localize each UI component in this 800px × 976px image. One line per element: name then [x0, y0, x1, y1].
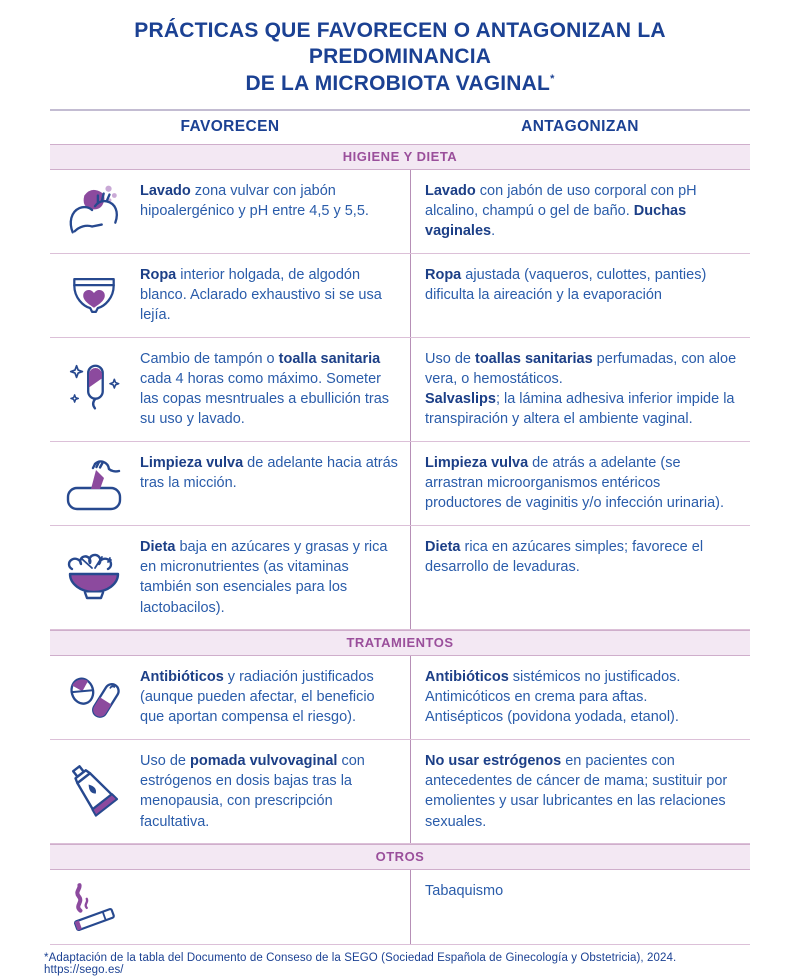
- text-segment: Antisépticos (povidona yodada, etanol).: [425, 709, 679, 726]
- antagonizan-text: [425, 181, 740, 242]
- favorecen-text: [140, 181, 400, 222]
- text-segment: perfumadas, con aloe vera, o hemostáticos.: [425, 350, 737, 387]
- favorecen-cell: [138, 338, 410, 441]
- favorecen-cell: [138, 254, 410, 337]
- antagonizan-text: [425, 265, 740, 306]
- table-row: [50, 870, 750, 945]
- text-segment: .: [491, 223, 496, 240]
- text-segment: zona vulvar con jabón hipoalergénico y pH entre 4,5 y 5,5.: [140, 182, 369, 220]
- infographic-page: [44, 0, 750, 976]
- table-row: [50, 526, 750, 630]
- text-segment: con estrógenos en dosis bajas tras la menopausia, con prescripción facultativa.: [140, 752, 365, 830]
- antagonizan-cell: [410, 338, 750, 441]
- text-segment: sistémicos no justificados.: [508, 668, 681, 685]
- antagonizan-cell: [410, 740, 750, 843]
- column-header-favorecen: FAVORECEN: [180, 117, 280, 135]
- text-segment: Uso de: [140, 752, 190, 769]
- text-bold-segment: Lavado: [425, 182, 476, 199]
- antagonizan-cell: [410, 656, 750, 739]
- favorecen-text: [140, 751, 400, 832]
- antagonizan-cell: [410, 170, 750, 253]
- text-bold-segment: pomada vulvovaginal: [189, 752, 338, 769]
- favorecen-cell: [138, 170, 410, 253]
- pills-icon: [50, 656, 138, 739]
- column-headers: [50, 109, 750, 144]
- text-segment: cada 4 horas como máximo. Someter las copas mesntruales a ebullición tras su uso y lavado.: [140, 370, 390, 428]
- practices-table: [50, 109, 750, 945]
- text-segment: interior holgada, de algodón blanco. Aclarado exhaustivo si se usa lejía.: [140, 266, 382, 324]
- text-segment: Antimicóticos en crema para aftas.: [425, 689, 648, 706]
- text-bold-segment: Dieta: [140, 538, 176, 555]
- tampon-icon: [50, 338, 138, 441]
- text-bold-segment: Duchas vaginales: [425, 203, 687, 240]
- section-header-otros: OTROS: [50, 844, 750, 870]
- table-row: [50, 338, 750, 442]
- text-segment: baja en azúcares y grasas y rica en micronutrientes (as vitaminas también son esenciales para los lactobacilos).: [140, 538, 388, 616]
- text-segment: rica en azúcares simples; favorece el desarrollo de levaduras.: [425, 538, 704, 575]
- text-bold-segment: No usar estrógenos: [425, 752, 562, 769]
- text-segment: ajustada (vaqueros, culottes, panties) dificulta la aireación y la evaporación: [425, 266, 707, 303]
- text-bold-segment: Ropa: [425, 266, 462, 283]
- text-segment: con jabón de uso corporal con pH alcalino, champú o gel de baño.: [425, 182, 697, 220]
- table-row: [50, 254, 750, 338]
- favorecen-cell: [138, 740, 410, 843]
- favorecen-cell: [138, 870, 410, 944]
- favorecen-cell: [138, 526, 410, 629]
- text-bold-segment: toallas sanitarias: [474, 350, 593, 367]
- cigarette-icon: [50, 870, 138, 944]
- title-asterisk: *: [550, 72, 555, 85]
- title-line2: DE LA MICROBIOTA VAGINAL: [245, 71, 551, 95]
- favorecen-cell: [138, 442, 410, 525]
- text-segment: Uso de: [425, 350, 475, 367]
- text-bold-segment: Ropa: [140, 266, 177, 283]
- text-bold-segment: Limpieza vulva: [425, 454, 529, 471]
- favorecen-cell: [138, 656, 410, 739]
- underwear-heart-icon: [50, 254, 138, 337]
- text-segment: y radiación justificados (aunque pueden afectar, el beneficio que aportan compensa el riesgo).: [140, 668, 375, 726]
- text-bold-segment: Limpieza vulva: [140, 454, 244, 471]
- table-row: [50, 656, 750, 740]
- salad-bowl-icon: [50, 526, 138, 629]
- antagonizan-cell: [410, 254, 750, 337]
- favorecen-text: [140, 537, 400, 618]
- section-header-higiene-y-dieta: HIGIENE Y DIETA: [50, 144, 750, 170]
- text-segment: de atrás a adelante (se arrastran microorganismos entéricos productores de vaginitis y/o infección urinaria).: [425, 454, 725, 512]
- text-bold-segment: Lavado: [140, 182, 191, 199]
- text-bold-segment: Antibióticos: [425, 668, 509, 685]
- page-title: [50, 18, 750, 97]
- title-line1: PRÁCTICAS QUE FAVORECEN O ANTAGONIZAN LA PREDOMINANCIA: [134, 19, 666, 69]
- antagonizan-cell: [410, 526, 750, 629]
- favorecen-text: [140, 349, 400, 430]
- table-body: [50, 144, 750, 945]
- washing-hands-icon: [50, 170, 138, 253]
- text-bold-segment: toalla sanitaria: [278, 350, 381, 367]
- wipes-icon: [50, 442, 138, 525]
- antagonizan-text: [425, 667, 740, 728]
- antagonizan-cell: [410, 442, 750, 525]
- antagonizan-text: [425, 453, 740, 514]
- antagonizan-text: [425, 881, 740, 901]
- favorecen-text: [140, 667, 400, 728]
- table-row: [50, 170, 750, 254]
- cream-tube-icon: [50, 740, 138, 843]
- table-row: [50, 442, 750, 526]
- text-segment: en pacientes con antecedentes de cáncer de mama; sustituir por emolientes y usar lubricantes en las relaciones sexuales.: [425, 752, 728, 830]
- text-bold-segment: Salvaslips: [425, 391, 496, 408]
- favorecen-text: [140, 453, 400, 494]
- text-segment: Tabaquismo: [425, 882, 504, 899]
- antagonizan-text: [425, 751, 740, 832]
- text-bold-segment: Antibióticos: [140, 668, 224, 685]
- text-segment: ; la lámina adhesiva inferior impide la transpiración y altera el ambiente vaginal.: [425, 391, 735, 428]
- text-segment: de adelante hacia atrás tras la micción.: [140, 454, 398, 492]
- text-segment: Cambio de tampón o: [140, 350, 279, 367]
- antagonizan-text: [425, 349, 740, 430]
- section-header-tratamientos: TRATAMIENTOS: [50, 630, 750, 656]
- text-bold-segment: Dieta: [425, 538, 461, 555]
- column-header-antagonizan: ANTAGONIZAN: [521, 117, 639, 135]
- antagonizan-text: [425, 537, 740, 578]
- favorecen-text: [140, 265, 400, 326]
- antagonizan-cell: [410, 870, 750, 944]
- table-row: [50, 740, 750, 844]
- footnote: *Adaptación de la tabla del Documento de Conseso de la SEGO (Sociedad Española de Ginecología y Obstetricia), 2024. https://sego.es/: [44, 951, 677, 976]
